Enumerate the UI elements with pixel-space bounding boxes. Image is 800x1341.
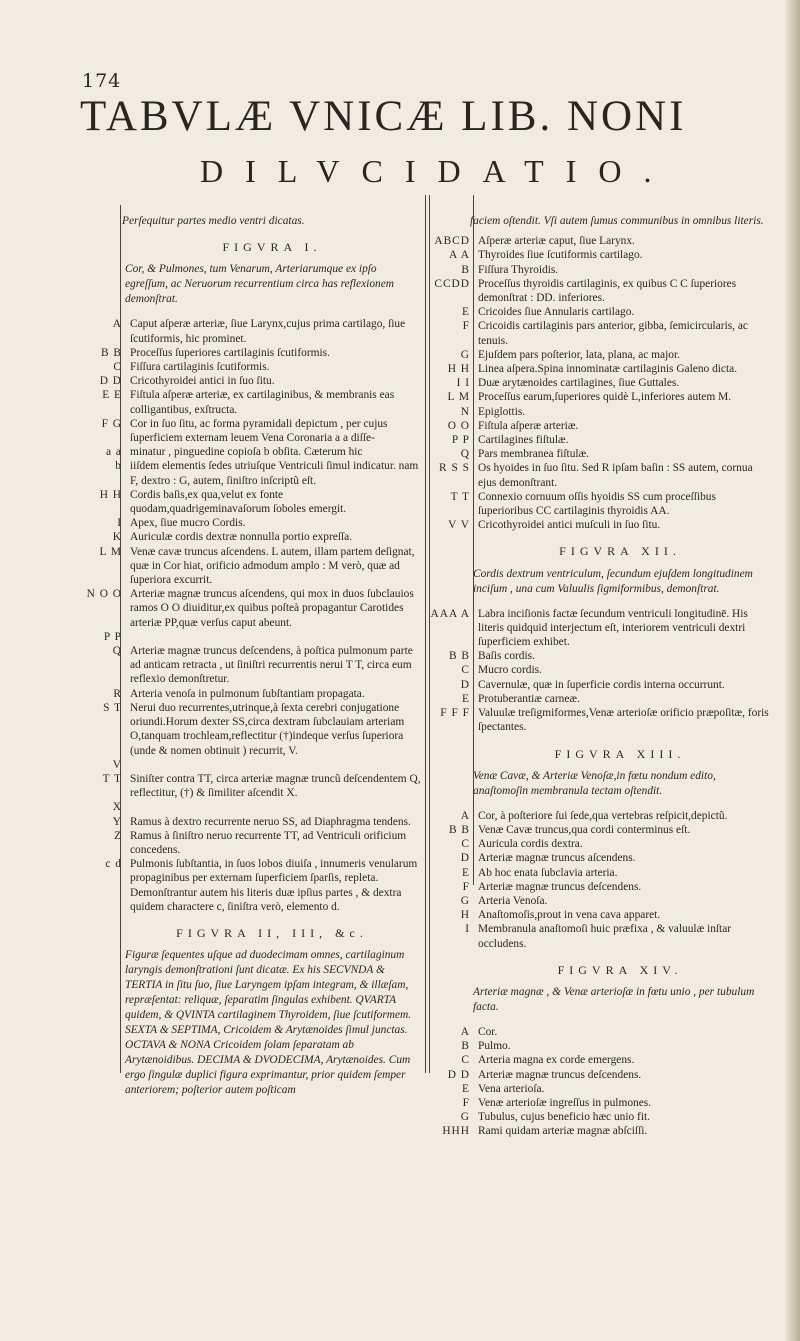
legend-entry <box>430 263 770 277</box>
legend-text: Arteria venoſa in pulmonum ſubſtantiam propagata. <box>130 687 365 700</box>
legend-letter: F <box>462 880 470 893</box>
legend-entry <box>82 701 422 758</box>
legend-list <box>430 234 770 532</box>
legend-entry <box>430 1039 770 1053</box>
legend-entry <box>430 433 770 447</box>
legend-entry <box>82 516 422 530</box>
legend-entry <box>82 488 422 516</box>
legend-letter: F <box>462 320 470 333</box>
legend-letter: A A <box>448 249 470 262</box>
legend-text: Venæ Cavæ truncus,qua cordi conterminus eſt. <box>478 823 691 836</box>
legend-text: Thyroides ſiue ſcutiformis cartilago. <box>478 249 643 262</box>
legend-entry <box>430 866 770 880</box>
legend-text: Connexio cornuum oſſis hyoidis SS cum proceſſibus ſuperioribus CC cartilaginis thyroidis AA. <box>478 490 716 518</box>
legend-entry <box>82 545 422 588</box>
legend-entry <box>430 1053 770 1067</box>
legend-entry <box>430 908 770 922</box>
legend-entry <box>430 248 770 262</box>
figure-caption: Cor, & Pulmones, tum Venarum, Arteriarumque ex ipſo egreſſum, ac Neruorum recurrentium circa has reflexionem demonſtrat. <box>125 263 394 306</box>
legend-letter: Q <box>112 645 122 658</box>
legend-letter: G <box>460 894 470 907</box>
legend-text: Duæ arytænoides cartilagines, ſiue Guttales. <box>478 377 680 390</box>
legend-text: Apex, ſiue mucro Cordis. <box>130 517 246 530</box>
legend-text: Pulmonis ſubſtantia, in ſuos lobos diuiſa , innumeris venularum propaginibus per externam ſuperficiem ſparſis, repleta. Demonſtrantur autem his literis duæ ipſius partes , & dextra quidem charactere c, ſiniſtra verò, elemento d. <box>130 858 418 913</box>
legend-text: Cor in ſuo ſitu, ac forma pyramidali depictum , per cujus ſuperficiem externam leuem Vena Coronaria a a diſſe- <box>130 417 388 445</box>
legend-letter: CCDD <box>434 277 470 290</box>
legend-text: minatur , pinguedine copioſa b obſita. Cæterum hic <box>130 446 363 459</box>
legend-letter: b <box>115 460 122 473</box>
legend-entry <box>430 678 770 692</box>
legend-text: Arteriæ magnæ truncus deſcendens. <box>478 1068 642 1081</box>
legend-entry <box>82 317 422 345</box>
legend-entry <box>430 490 770 518</box>
legend-text: Anaſtomoſis,prout in vena cava apparet. <box>478 909 661 922</box>
legend-letter: S T <box>103 701 122 714</box>
legend-letter: A <box>112 318 122 331</box>
legend-entry <box>430 1068 770 1082</box>
legend-letter: A <box>460 1025 470 1038</box>
section-intro: Perſequitur partes medio ventri dicatas. <box>122 215 305 227</box>
legend-letter: c d <box>105 858 122 871</box>
legend-letter: P P <box>103 630 122 643</box>
legend-entry <box>430 663 770 677</box>
legend-letter: O O <box>447 419 470 432</box>
legend-letter: F F F <box>440 707 470 720</box>
legend-text: Cricoidis cartilaginis pars anterior, gibba, ſemicircularis, ac tenuis. <box>478 320 748 347</box>
figure-heading: FIGVRA XIII. <box>554 746 686 761</box>
legend-text: Arteriæ magnæ truncus deſcendens. <box>478 880 642 893</box>
legend-letter: G <box>460 348 470 361</box>
legend-list <box>430 607 770 735</box>
legend-entry <box>430 823 770 837</box>
legend-entry <box>82 360 422 374</box>
legend-entry <box>430 390 770 404</box>
legend-letter: E <box>462 306 470 319</box>
page-subtitle: DILVCIDATIO. <box>200 153 674 189</box>
legend-text: Auriculæ cordis dextræ nonnulla portio expreſſa. <box>130 531 353 544</box>
legend-letter: C <box>461 1054 470 1067</box>
legend-entry <box>82 829 422 857</box>
legend-text: Fiſtula aſperæ arteriæ. <box>478 419 579 432</box>
legend-letter: V V <box>448 519 470 532</box>
legend-text: Ramus à ſiniſtro neruo recurrente TT, ad Ventriculi orificium concedens. <box>130 829 407 856</box>
legend-entry <box>82 417 422 445</box>
legend-text: iiſdem elementis ſedes utriuſque Ventriculi ſimul indicatur. nam F, dextro : G, autem, ſiniſtro inſcriptũ eſt. <box>130 460 419 487</box>
legend-letter: R S S <box>439 462 470 475</box>
page-title: TABVLÆ VNICÆ LIB. NONI <box>80 93 687 140</box>
legend-text: Pulmo. <box>478 1040 511 1053</box>
legend-entry <box>82 374 422 388</box>
legend-letter: I <box>117 517 122 530</box>
legend-entry <box>430 1096 770 1110</box>
figure-heading: FIGVRA XII. <box>559 544 681 559</box>
legend-entry <box>82 530 422 544</box>
legend-letter: B B <box>448 823 470 836</box>
legend-entry <box>430 277 770 305</box>
legend-text: Aſperæ arteriæ caput, ſiue Larynx. <box>478 235 635 248</box>
page-edge <box>786 0 800 1341</box>
figure-caption: Venæ Cavæ, & Arteriæ Venoſæ,in fœtu nondum edito, anaſtomoſin membranula tectam oſtendit. <box>473 769 716 797</box>
legend-entry <box>430 461 770 489</box>
figure-caption: Figuræ ſequentes uſque ad duodecimam omnes, cartilaginum laryngis demonſtrationi ſunt dicatæ. Ex his SECVNDA & TERTIA in ſitu ſuo, ſiue Laryngem ipſam integram, & illæſam, repræſentat: reliquæ, ſeparatim ſingulas exhibent. QVARTA quidem, & QVINTA cartilaginem Thyroidem, ſiue ſcutiformem. SEXTA & SEPTIMA, Cricoidem & Arytænoides ſimul junctas. OCTAVA & NONA Cricoidem ſolam ſeparatam ab Arytænoidibus. DECIMA & DVODECIMA, Arytænoides. Cum ergo ſingulæ duplici figura exprimantur, prior quidem ſemper anteriorem; poſterior autem poſticam <box>125 949 412 1097</box>
legend-text: Valuulæ treſigmiformes,Venæ arterioſæ orificio præpoſitæ, foris ſpectantes. <box>478 707 769 734</box>
legend-text: Cricothyroidei antici in ſuo ſitu. <box>130 375 275 388</box>
legend-letter: V <box>112 758 122 771</box>
legend-entry <box>430 376 770 390</box>
legend-letter: L M <box>99 545 122 558</box>
legend-letter: D <box>460 852 470 865</box>
legend-text: Linea aſpera.Spina innominatæ cartilaginis Galeno dicta. <box>478 363 738 376</box>
legend-text: Proceſſus earum,ſuperiores quidè L,inferiores autem M. <box>478 391 732 404</box>
legend-text: Nerui duo recurrentes,utrinque,à ſexta cerebri conjugatione oriundi.Horum dexter SS,circa dextram ſubclauiam arteriam O,tanquam trochleam,reflectitur (†)indeque verſus ſuperiora (unde & nomen obtinuit ) recurrit, V. <box>130 701 405 757</box>
legend-entry <box>82 815 422 829</box>
legend-letter: E E <box>102 389 122 402</box>
legend-letter: B B <box>448 650 470 663</box>
legend-entry <box>430 1082 770 1096</box>
legend-letter: C <box>113 361 122 374</box>
legend-text: Arteriæ magnæ truncus aſcendens, qui mox in duos ſubclauios ramos O O diuiditur,ex quibus poſteà propagantur Carotides arteriæ PP,quæ verſus caput abeunt. <box>130 588 414 629</box>
legend-letter: Q <box>460 448 470 461</box>
legend-text: Pars membranea fiſtulæ. <box>478 448 590 461</box>
legend-text: Caput aſperæ arteriæ, ſiue Larynx,cujus prima cartilago, ſiue ſcutiformis, hic prominet. <box>130 318 406 345</box>
legend-entry <box>430 1124 770 1138</box>
legend-entry <box>82 687 422 701</box>
legend-text: Siniſter contra TT, circa arteriæ magnæ truncũ deſcendentem Q, reflectitur, (†) & ſimiliter aſcendit X. <box>130 772 421 800</box>
legend-letter: E <box>462 866 470 879</box>
legend-letter: I <box>465 923 470 936</box>
legend-entry <box>82 445 422 459</box>
legend-list <box>82 317 422 914</box>
figure-caption: Cordis dextrum ventriculum, ſecundum ejuſdem longitudinem inciſum , una cum Valuulis ſigmiformibus, demonſtrat. <box>473 567 753 595</box>
legend-letter: Y <box>112 815 122 828</box>
legend-letter: T T <box>450 490 470 503</box>
column-rule <box>425 195 426 1073</box>
legend-entry <box>430 706 770 734</box>
legend-text: Arteria Venoſa. <box>478 894 548 907</box>
legend-letter: N O O <box>86 588 122 601</box>
legend-letter: E <box>462 1082 470 1095</box>
legend-list <box>430 809 770 951</box>
left-column <box>82 214 422 1108</box>
legend-entry <box>430 692 770 706</box>
legend-entry <box>430 362 770 376</box>
legend-entry <box>82 346 422 360</box>
legend-text <box>127 630 422 644</box>
figure-heading: FIGVRA II, III, &c. <box>176 925 368 940</box>
page-number: 174 <box>82 70 122 92</box>
legend-text: Cor. <box>478 1025 498 1038</box>
legend-text: Os hyoides in ſuo ſitu. Sed R ipſam baſin : SS autem, cornua ejus demonſtrant. <box>478 462 753 489</box>
legend-entry <box>430 851 770 865</box>
legend-text: Fiſtula aſperæ arteriæ, ex cartilaginibus, & membranis eas colligantibus, exſtructa. <box>130 389 395 416</box>
legend-letter: R <box>113 687 122 700</box>
legend-entry <box>82 772 422 800</box>
legend-entry <box>430 894 770 908</box>
legend-text: Ramus à dextro recurrente neruo SS, ad Diaphragma tendens. <box>130 815 411 828</box>
legend-text: Epiglottis. <box>478 405 526 418</box>
legend-text: Proceſſus thyroidis cartilaginis, ex quibus C C ſuperiores demonſtrat : DD. inferiores. <box>478 277 737 305</box>
legend-entry <box>430 1110 770 1124</box>
legend-text: Cricoides ſiue Annularis cartilago. <box>478 306 635 319</box>
legend-entry <box>430 447 770 461</box>
legend-letter: C <box>461 838 470 851</box>
legend-letter: D <box>460 678 470 691</box>
legend-text: Venæ arterioſæ ingreſſus in pulmones. <box>478 1096 652 1109</box>
legend-letter: I I <box>456 377 470 390</box>
legend-letter: a a <box>106 446 122 459</box>
legend-entry <box>430 880 770 894</box>
legend-entry <box>430 234 770 248</box>
legend-text: Mucro cordis. <box>478 664 542 677</box>
legend-entry <box>82 758 422 772</box>
legend-text <box>127 758 422 772</box>
legend-text: Cavernulæ, quæ in ſuperficie cordis interna occurrunt. <box>478 678 725 691</box>
legend-text: Labra inciſionis factæ ſecundum ventriculi longitudinē. His literis quidquid interjectum eſt, interiorem ventriculi dextri ſuperficiem exhibet. <box>478 607 748 649</box>
legend-letter: E <box>462 692 470 705</box>
legend-entry <box>430 305 770 319</box>
legend-letter: L M <box>447 391 470 404</box>
legend-text: Ab hoc enata ſubclavia arteria. <box>478 866 618 879</box>
legend-entry <box>430 405 770 419</box>
legend-text: Cor, à poſteriore ſui ſede,qua vertebras reſpicit,depictũ. <box>478 809 728 822</box>
legend-letter: D D <box>447 1068 470 1081</box>
legend-entry <box>430 809 770 823</box>
legend-letter: H H <box>99 488 122 501</box>
legend-letter: HHH <box>442 1125 470 1138</box>
legend-entry <box>430 518 770 532</box>
legend-text: Ejuſdem pars poſterior, lata, plana, ac major. <box>478 348 680 361</box>
legend-text: Rami quidam arteriæ magnæ abſciſſi. <box>478 1125 648 1138</box>
legend-text: Auricula cordis dextra. <box>478 838 583 851</box>
legend-entry <box>82 388 422 416</box>
legend-text: Protuberantiæ carneæ. <box>478 692 580 705</box>
legend-text: Fiſſura Thyroidis. <box>478 263 559 276</box>
legend-letter: N <box>460 405 470 418</box>
legend-letter: H H <box>447 363 470 376</box>
legend-entry <box>430 649 770 663</box>
legend-text: Tubulus, cujus beneficio hæc unio fit. <box>478 1111 651 1124</box>
legend-letter: F G <box>101 417 122 430</box>
legend-entry <box>430 837 770 851</box>
legend-letter: K <box>112 531 122 544</box>
legend-text: Membranula anaſtomoſi huic præfixa , & valuulæ inſtar occludens. <box>478 923 732 950</box>
legend-text: Proceſſus ſuperiores cartilaginis ſcutiformis. <box>130 346 330 359</box>
legend-letter: F <box>462 1096 470 1109</box>
legend-letter: T T <box>102 772 122 785</box>
legend-text: Venæ cavæ truncus aſcendens. L autem, illam partem deſignat, quæ in Cor hiat, orificio admodum amplo : M verò, quæ ad ſuperiora excurrit. <box>130 545 415 587</box>
legend-text: Cricothyroidei antici muſculi in ſuo ſitu. <box>478 519 661 532</box>
legend-entry <box>82 459 422 487</box>
legend-letter: G <box>460 1111 470 1124</box>
legend-text: Arteria magna ex corde emergens. <box>478 1054 635 1067</box>
legend-entry <box>430 1025 770 1039</box>
section-intro: faciem oſtendit. Vſi autem ſumus communibus in omnibus literis. <box>470 215 764 227</box>
legend-entry <box>82 644 422 687</box>
legend-entry <box>82 800 422 814</box>
legend-letter: AAA A <box>430 607 470 620</box>
legend-letter: H <box>460 909 470 922</box>
legend-letter: ABCD <box>434 235 470 248</box>
figure-heading: FIGVRA XIV. <box>557 962 683 977</box>
figure-heading: FIGVRA I. <box>222 240 322 255</box>
right-column <box>430 214 770 1139</box>
legend-text: Arteriæ magnæ truncus deſcendens, à poſtica pulmonum parte ad anticam retracta , ut ſiniſtri recurrentis nerui T T, circa eum reflexio demonſtretur. <box>130 645 413 686</box>
legend-letter: C <box>461 664 470 677</box>
legend-entry <box>430 419 770 433</box>
legend-entry <box>82 587 422 630</box>
legend-text: Cartilagines fiſtulæ. <box>478 434 569 447</box>
legend-entry <box>82 857 422 914</box>
legend-entry <box>82 630 422 644</box>
legend-letter: X <box>112 801 122 814</box>
legend-letter: Z <box>114 829 122 842</box>
legend-entry <box>430 319 770 347</box>
legend-text: Cordis baſis,ex qua,velut ex fonte quodam,quadrigeminavaſorum ſoboles emergit. <box>130 488 347 516</box>
legend-entry <box>430 607 770 650</box>
legend-text <box>127 800 422 814</box>
legend-text: Baſis cordis. <box>478 650 535 663</box>
legend-letter: B <box>461 1040 470 1053</box>
legend-list <box>430 1025 770 1139</box>
legend-letter: A <box>460 809 470 822</box>
legend-text: Vena arterioſa. <box>478 1082 545 1095</box>
legend-entry <box>430 922 770 950</box>
figure-caption: Arteriæ magnæ , & Venæ arterioſæ in fœtu unio , per tubulum facta. <box>473 985 755 1013</box>
legend-text: Fiſſura cartilaginis ſcutiformis. <box>130 361 270 374</box>
legend-entry <box>430 348 770 362</box>
legend-text: Arteriæ magnæ truncus aſcendens. <box>478 852 636 865</box>
legend-letter: B B <box>100 346 122 359</box>
legend-letter: P P <box>451 434 470 447</box>
legend-letter: D D <box>99 375 122 388</box>
legend-letter: B <box>461 263 470 276</box>
